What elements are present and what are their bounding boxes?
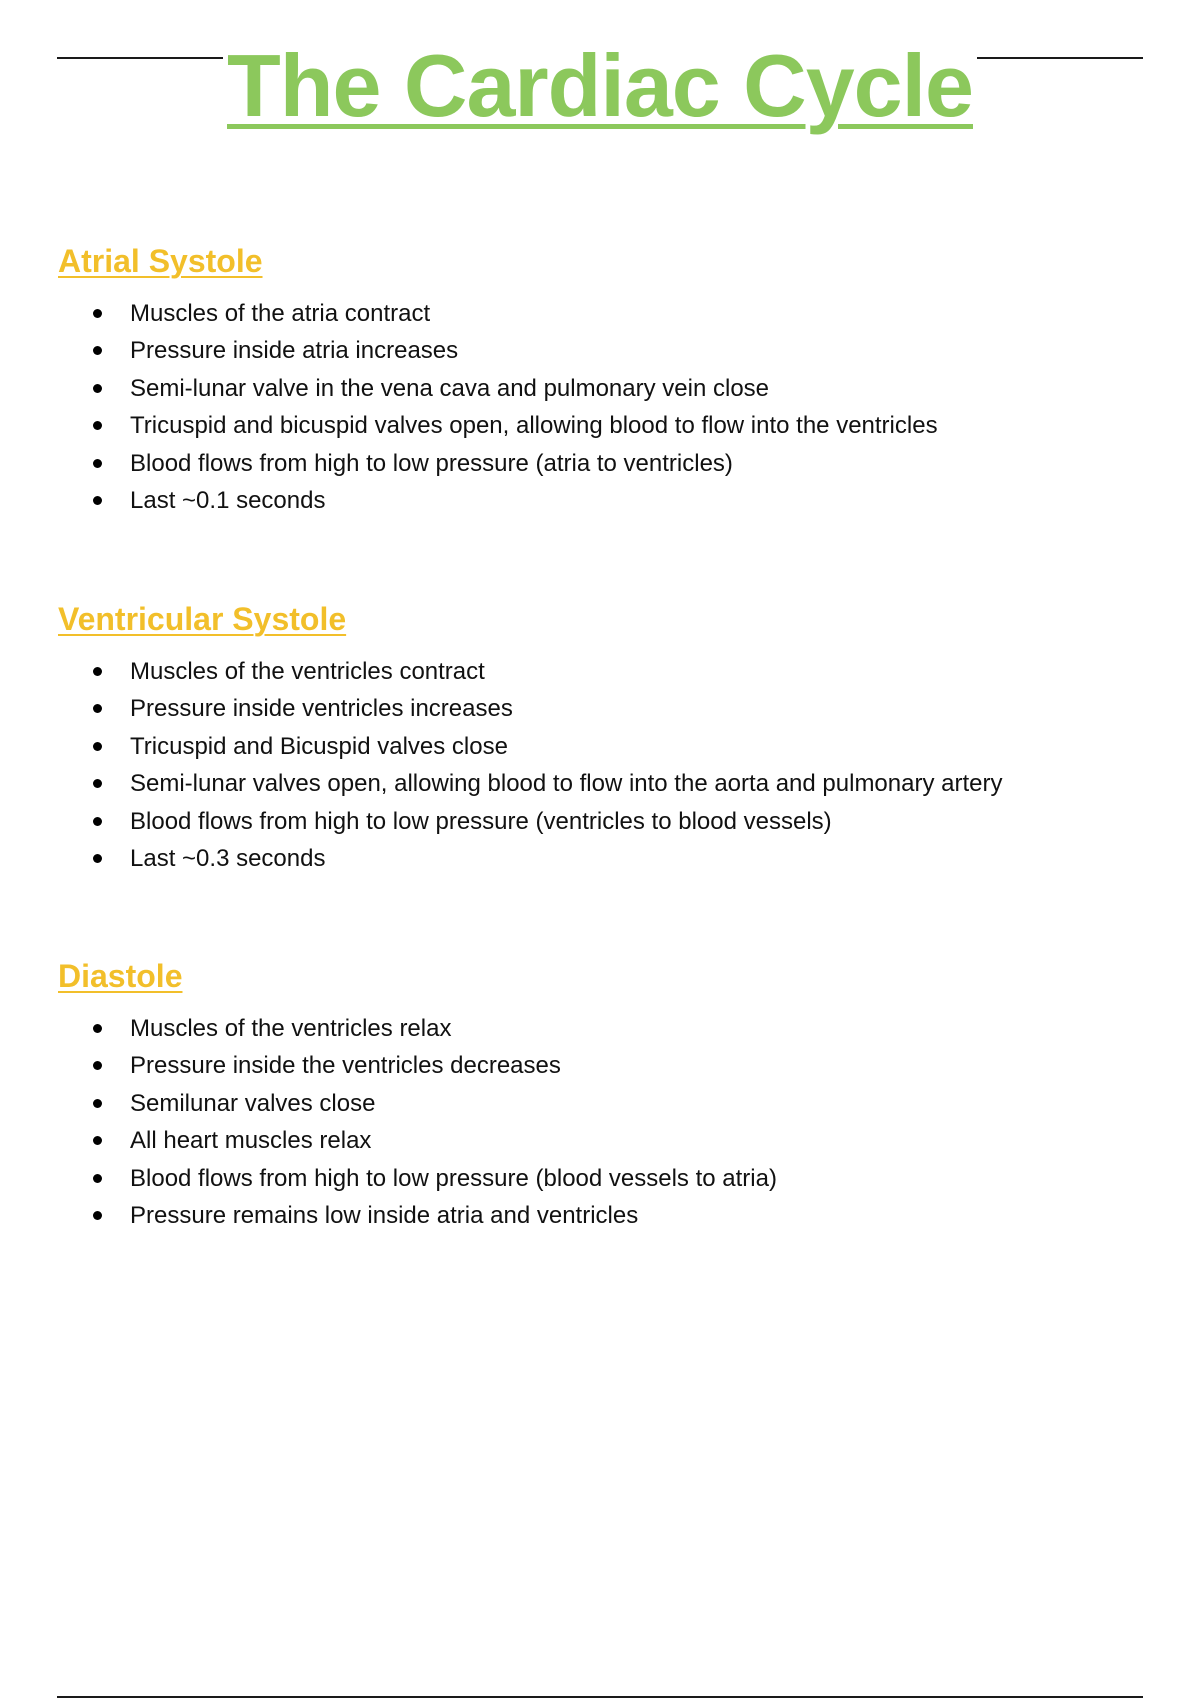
bullet-list — [58, 1010, 1148, 1234]
list-item-text: Tricuspid and Bicuspid valves close — [130, 732, 508, 760]
section-heading: Ventricular Systole — [58, 601, 347, 637]
bullet-icon — [93, 1136, 102, 1145]
list-item-text: Pressure remains low inside atria and ventricles — [130, 1202, 639, 1230]
list-item-text: Blood flows from high to low pressure (atria to ventricles) — [130, 449, 733, 477]
list-item — [58, 482, 1148, 519]
list-item — [58, 445, 1148, 482]
list-item — [58, 1122, 1148, 1159]
list-item-text: Semi-lunar valve in the vena cava and pulmonary vein close — [130, 374, 770, 402]
bullet-icon — [93, 1061, 102, 1070]
list-item-text: Blood flows from high to low pressure (blood vessels to atria) — [130, 1164, 777, 1192]
footer-rule — [57, 1696, 1143, 1698]
bullet-icon — [93, 779, 102, 788]
list-item — [58, 1197, 1148, 1234]
list-item-text: Semilunar valves close — [130, 1089, 376, 1117]
bullet-icon — [93, 1024, 102, 1033]
list-item — [58, 1047, 1148, 1084]
bullet-icon — [93, 496, 102, 505]
section-heading: Diastole — [58, 958, 183, 994]
list-item — [58, 728, 1148, 765]
bullet-icon — [93, 421, 102, 430]
list-item-text: All heart muscles relax — [130, 1127, 372, 1155]
section-ventricular-systole — [58, 597, 1148, 877]
list-item — [58, 1010, 1148, 1047]
bullet-icon — [93, 346, 102, 355]
bullet-icon — [93, 384, 102, 393]
list-item-text: Blood flows from high to low pressure (ventricles to blood vessels) — [130, 807, 832, 835]
bullet-icon — [93, 667, 102, 676]
list-item-text: Last ~0.3 seconds — [130, 845, 326, 873]
list-item-text: Tricuspid and bicuspid valves open, allowing blood to flow into the ventricles — [130, 412, 938, 440]
list-item-text: Muscles of the atria contract — [130, 300, 431, 327]
bullet-icon — [93, 309, 102, 318]
list-item — [58, 765, 1148, 802]
list-item — [58, 653, 1148, 690]
list-item-text: Pressure inside atria increases — [130, 337, 459, 365]
section-diastole — [58, 954, 1148, 1234]
list-item — [58, 332, 1148, 369]
list-item — [58, 370, 1148, 407]
bullet-icon — [93, 817, 102, 826]
bullet-icon — [93, 1099, 102, 1108]
bullet-list — [58, 653, 1148, 877]
bullet-icon — [93, 854, 102, 863]
section-heading: Atrial Systole — [58, 243, 263, 279]
list-item — [58, 690, 1148, 727]
bullet-icon — [93, 1174, 102, 1183]
bullet-icon — [93, 459, 102, 468]
list-item-text: Muscles of the ventricles contract — [130, 658, 485, 685]
list-item-text: Semi-lunar valves open, allowing blood to flow into the aorta and pulmonary artery — [130, 770, 1003, 798]
bullet-list — [58, 295, 1148, 519]
list-item-text: Muscles of the ventricles relax — [130, 1015, 452, 1042]
list-item — [58, 407, 1148, 444]
list-item — [58, 1085, 1148, 1122]
page-title-text: The Cardiac Cycle — [223, 36, 977, 135]
list-item — [58, 840, 1148, 877]
list-item-text: Pressure inside the ventricles decreases — [130, 1052, 561, 1080]
bullet-icon — [93, 742, 102, 751]
list-item-text: Last ~0.1 seconds — [130, 487, 326, 515]
list-item — [58, 1160, 1148, 1197]
bullet-icon — [93, 704, 102, 713]
list-item — [58, 295, 1148, 332]
list-item — [58, 803, 1148, 840]
section-atrial-systole — [58, 239, 1148, 519]
bullet-icon — [93, 1211, 102, 1220]
list-item-text: Pressure inside ventricles increases — [130, 695, 513, 723]
page-title — [0, 38, 1200, 135]
